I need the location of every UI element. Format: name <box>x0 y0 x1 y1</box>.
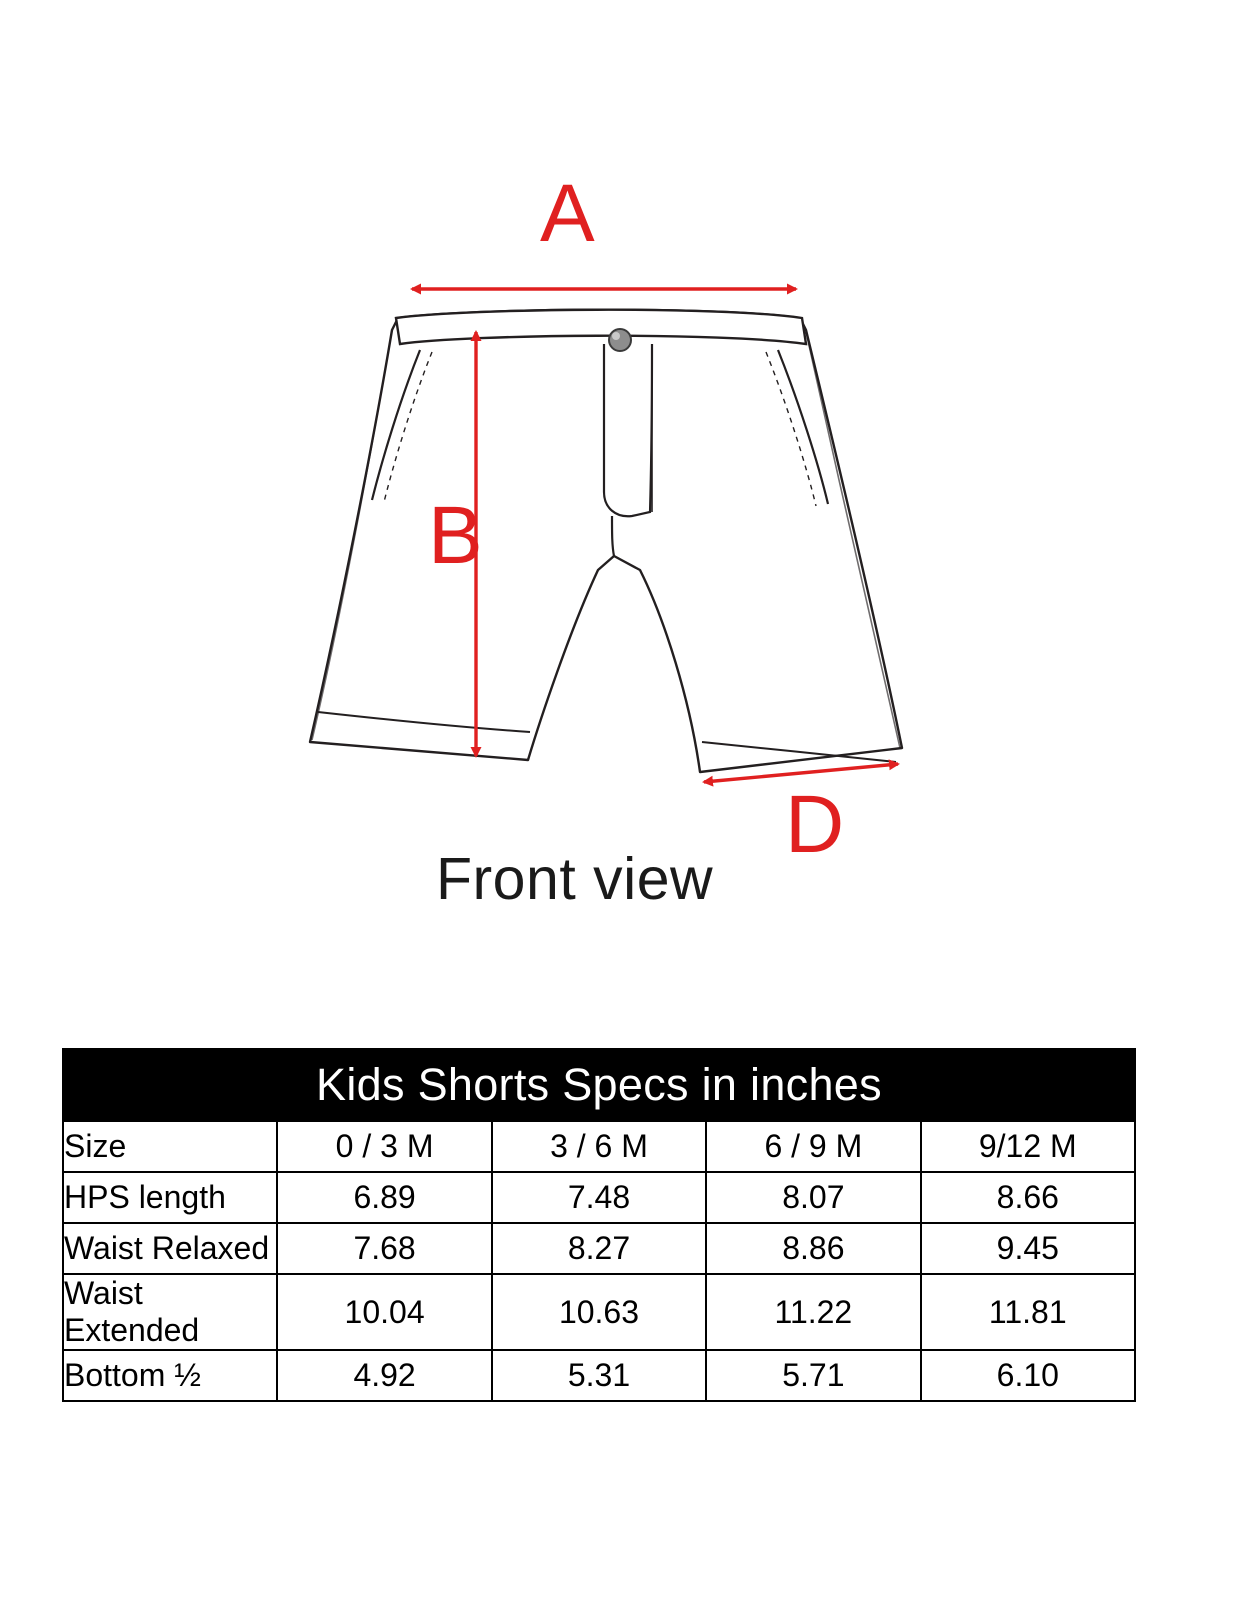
table-row <box>63 1172 1135 1223</box>
table-title-row <box>63 1049 1135 1121</box>
header-size-3: 9/12 M <box>921 1121 1135 1172</box>
row-label-waist-extended: Waist Extended <box>63 1274 277 1350</box>
table-row <box>63 1350 1135 1401</box>
view-caption: Front view <box>436 846 714 912</box>
cell-waist-relaxed-9-12m: 9.45 <box>921 1223 1135 1274</box>
cell-hps-length-0-3m: 6.89 <box>277 1172 491 1223</box>
cell-waist-extended-3-6m: 10.63 <box>492 1274 706 1350</box>
cell-hps-length-6-9m: 8.07 <box>706 1172 920 1223</box>
cell-hps-length-9-12m: 8.66 <box>921 1172 1135 1223</box>
dimension-label-a: A <box>540 168 595 259</box>
shorts-outline <box>310 310 902 772</box>
table-row <box>63 1274 1135 1350</box>
cell-waist-extended-6-9m: 11.22 <box>706 1274 920 1350</box>
header-size-1: 3 / 6 M <box>492 1121 706 1172</box>
cell-bottom-half-9-12m: 6.10 <box>921 1350 1135 1401</box>
dimension-label-b: B <box>428 490 483 581</box>
header-size-2: 6 / 9 M <box>706 1121 920 1172</box>
cell-bottom-half-6-9m: 5.71 <box>706 1350 920 1401</box>
cell-waist-extended-9-12m: 11.81 <box>921 1274 1135 1350</box>
row-label-hps-length: HPS length <box>63 1172 277 1223</box>
cell-waist-relaxed-0-3m: 7.68 <box>277 1223 491 1274</box>
row-label-bottom-half: Bottom ½ <box>63 1350 277 1401</box>
table-title: Kids Shorts Specs in inches <box>63 1049 1135 1121</box>
table-row <box>63 1223 1135 1274</box>
header-size-label: Size <box>63 1121 277 1172</box>
cell-bottom-half-0-3m: 4.92 <box>277 1350 491 1401</box>
spec-table-container <box>62 1048 1136 1402</box>
spec-table <box>62 1048 1136 1402</box>
waist-button <box>609 329 631 351</box>
cell-hps-length-3-6m: 7.48 <box>492 1172 706 1223</box>
cell-waist-extended-0-3m: 10.04 <box>277 1274 491 1350</box>
table-header-row <box>63 1121 1135 1172</box>
cell-waist-relaxed-6-9m: 8.86 <box>706 1223 920 1274</box>
dimension-label-d: D <box>785 779 845 870</box>
row-label-waist-relaxed: Waist Relaxed <box>63 1223 277 1274</box>
cell-waist-relaxed-3-6m: 8.27 <box>492 1223 706 1274</box>
header-size-0: 0 / 3 M <box>277 1121 491 1172</box>
cell-bottom-half-3-6m: 5.31 <box>492 1350 706 1401</box>
